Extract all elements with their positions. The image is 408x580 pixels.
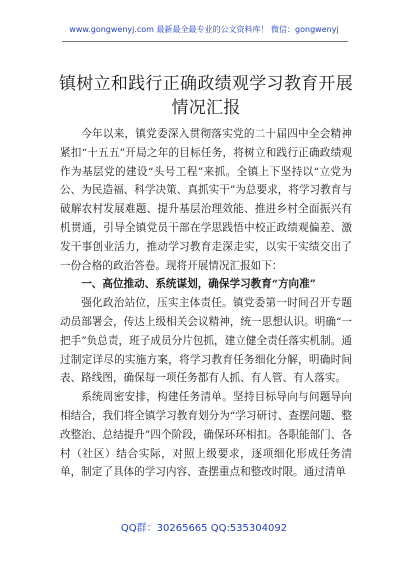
- section-heading: 一、高位推动、系统谋划，确保学习教育“方向准”: [81, 278, 316, 291]
- document-title: 镇树立和践行正确政绩观学习教育开展情况汇报: [58, 74, 354, 118]
- document-body: [60, 125, 352, 482]
- intro-paragraph: 今年以来，镇党委深入贯彻落实党的二十届四中全会精神紧扣“十五五”开局之年的目标任务，将树立和践行正确政绩观作为基层党的建设“头号工程”来抓。全镇上下坚持以“立党为公、为民造福、科学决策、真抓实干”为总要求，将学习教育与破解农村发展难题、提升基层治理效能、推进乡村全面振兴有机贯通，引导全镇党员干部在学思践悟中校正政绩观偏差、激发干事创业活力，推动学习教育走深走实，以实干实绩交出了一份合格的政治答卷。现将开展情况汇报如下：: [60, 128, 352, 272]
- body-paragraph: 强化政治站位，压实主体责任。镇党委第一时间召开专题动员部署会，传达上级相关会议精神，统一思想认识。明确“一把手”负总责，班子成员分片包抓，建立健全责任落实机制。通过制定详尽的实施方案，将学习教育任务细化分解，明确时间表、路线图，确保每一项任务都有人抓、有人管、有人落实。: [60, 297, 352, 385]
- header-divider: [62, 41, 348, 42]
- page-header: www.gongwenyj.com 最新最全最专业的公文资料库！ 微信：gongwenyj: [69, 25, 339, 34]
- body-paragraph: 系统周密安排，构建任务清单。坚持目标导向与问题导向相结合，我们将全镇学习教育划分为“学习研讨、查摆问题、整改整治、总结提升”四个阶段，确保环环相扣。各职能部门、各村（社区）结合实际，对照上级要求，逐项细化形成任务清单，制定了具体的学习内容、查摆重点和整改时限。通过清单: [60, 391, 352, 479]
- page-footer: QQ群：30265665 QQ:535304092: [120, 523, 288, 534]
